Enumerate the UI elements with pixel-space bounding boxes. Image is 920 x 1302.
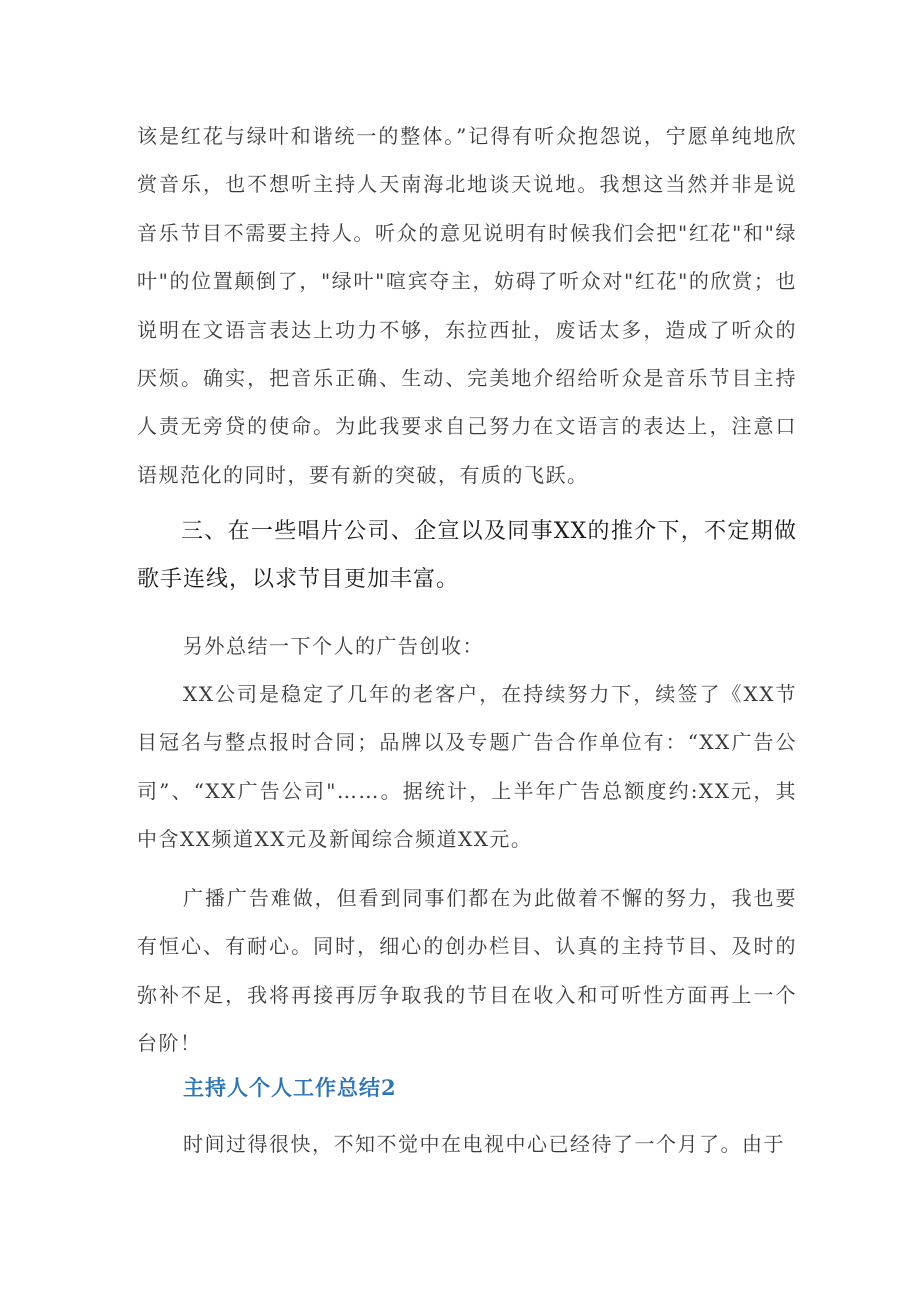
paragraph-ad-clients: XX公司是稳定了几年的老客户，在持续努力下，续签了《XX节目冠名与整点报时合同；品牌以及专题广告合作单位有：“XX广告公司”、“XX广告公司"……。据统计，上半年广告总额度约:XX元，其中含XX频道XX元及新闻综合频道XX元。 — [137, 682, 797, 851]
paragraph-section-three: 三、在一些唱片公司、企宣以及同事XX的推介下，不定期做歌手连线，以求节目更加丰富。 — [137, 519, 797, 592]
paragraph-radio-ad-effort: 广播广告难做，但看到同事们都在为此做着不懈的努力，我也要有恒心、有耐心。同时，细心的创办栏目、认真的主持节目、及时的弥补不足，我将再接再厉争取我的节目在收入和可听性方面再上一个台阶！ — [137, 886, 797, 1055]
paragraph-time-passes: 时间过得很快，不知不觉中在电视中心已经待了一个月了。由于 — [183, 1132, 785, 1156]
paragraph-red-flower-green-leaf: 该是红花与绿叶和谐统一的整体。”记得有听众抱怨说，宁愿单纯地欣赏音乐，也不想听主持人天南海北地谈天说地。我想这当然并非是说音乐节目不需要主持人。听众的意见说明有时候我们会把"红花"和"绿叶"的位置颠倒了，"绿叶"喧宾夺主，妨碍了听众对"红花"的欣赏；也说明在文语言表达上功力不够，东拉西扯，废话太多，造成了听众的厌烦。确实，把音乐正确、生动、完美地介绍给听众是音乐节目主持人责无旁贷的使命。为此我要求自己努力在文语言的表达上，注意口语规范化的同时，要有新的突破，有质的飞跃。 — [137, 124, 797, 487]
section-heading: 主持人个人工作总结2 — [183, 1075, 397, 1100]
paragraph-ad-revenue-intro: 另外总结一下个人的广告创收： — [183, 634, 484, 658]
